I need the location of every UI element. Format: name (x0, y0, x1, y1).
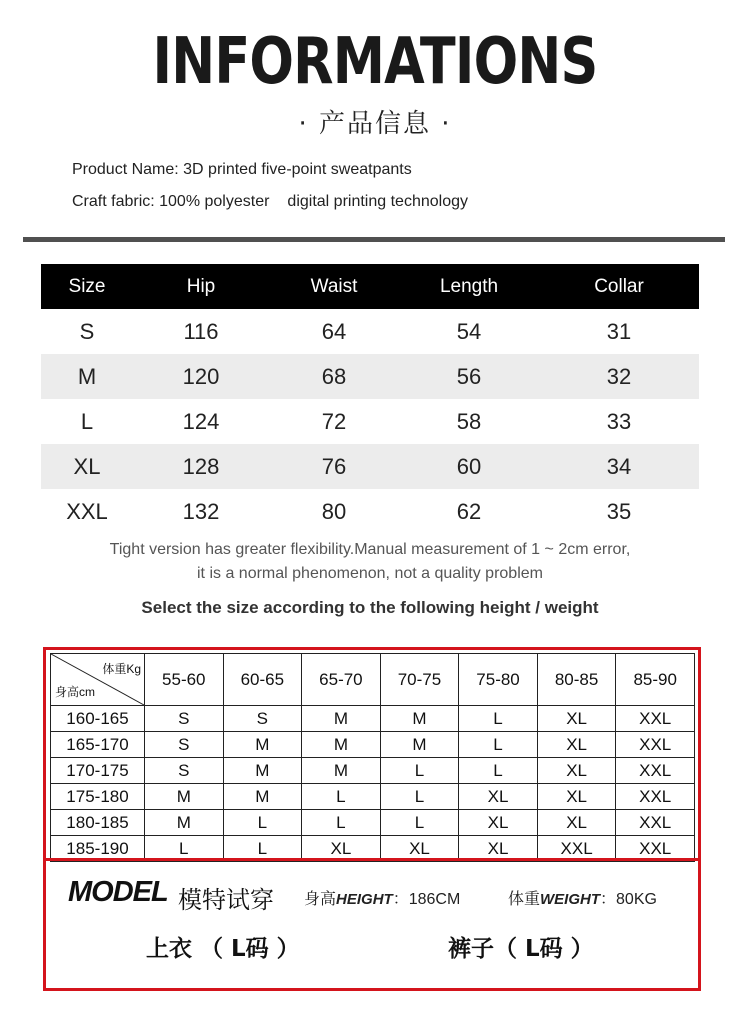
top-wear-size: 上衣 （ L码 ） (146, 936, 300, 962)
height-axis-label: 身高cm (55, 685, 95, 699)
weight-label: WEIGHT (540, 891, 601, 908)
size-cell: XL (380, 836, 459, 862)
weight-cell: 70-75 (380, 654, 459, 706)
cell: L (80, 408, 94, 434)
size-cell: XL (537, 706, 616, 732)
size-cell: XXL (616, 810, 695, 836)
model-label-cn: 模特试穿 (178, 886, 274, 914)
size-cell: L (145, 836, 224, 862)
chart-divider (46, 858, 698, 861)
cell: 56 (399, 354, 539, 399)
cell: 72 (321, 408, 347, 434)
table-row (41, 309, 699, 354)
height-cn: 身高 (304, 891, 337, 908)
cell: S (79, 318, 95, 344)
size-cell: L (223, 810, 302, 836)
size-cell: L (380, 784, 459, 810)
cell: 34 (539, 444, 699, 489)
header-cell: Hip (133, 264, 269, 309)
size-cell: L (302, 810, 381, 836)
weight-value: ：80KG (600, 891, 657, 908)
corner-cell (51, 654, 145, 706)
header-cell: Length (399, 264, 539, 309)
height-cell: 160-165 (51, 706, 145, 732)
cell: 116 (183, 318, 219, 344)
table-row (51, 784, 695, 810)
table-row (41, 489, 699, 534)
size-cell: XL (537, 732, 616, 758)
table-row (51, 758, 695, 784)
size-cell: M (380, 706, 459, 732)
size-cell: XL (537, 784, 616, 810)
size-cell: L (380, 758, 459, 784)
size-cell: XL (302, 836, 381, 862)
table-row (41, 444, 699, 489)
table-row (41, 354, 699, 399)
product-name: Product Name: 3D printed five-point sweatpants (72, 161, 412, 178)
cell: 132 (182, 498, 220, 524)
cell: XXL (66, 498, 108, 524)
table-row (51, 810, 695, 836)
size-cell: XL (459, 784, 538, 810)
weight-cell: 65-70 (302, 654, 381, 706)
size-cell: XXL (616, 706, 695, 732)
size-cell: S (145, 706, 224, 732)
size-cell: L (380, 810, 459, 836)
measurement-note: Tight version has greater flexibility.Manual measurement of 1 ~ 2cm error, (109, 541, 631, 558)
size-cell: XL (537, 758, 616, 784)
height-weight-table (50, 653, 695, 862)
technology-text: digital printing technology (287, 193, 468, 210)
cell: 64 (321, 318, 347, 344)
size-cell: XXL (616, 836, 695, 862)
size-cell: M (380, 732, 459, 758)
table-row (41, 399, 699, 444)
size-cell: XXL (616, 732, 695, 758)
cell: 80 (321, 498, 347, 524)
weight-header-row (51, 654, 695, 706)
page-title: INFORMATIONS (152, 25, 598, 99)
weight-axis-label: 体重Kg (102, 662, 141, 676)
pants-wear-size: 裤子（ L码 ） (448, 936, 594, 962)
height-cell: 170-175 (51, 758, 145, 784)
model-label: MODEL (68, 876, 168, 908)
size-cell: L (459, 706, 538, 732)
size-cell: L (302, 784, 381, 810)
height-cell: 175-180 (51, 784, 145, 810)
size-cell: S (223, 706, 302, 732)
cell: 62 (456, 498, 482, 524)
height-label: HEIGHT (336, 891, 393, 908)
size-cell: M (302, 706, 381, 732)
height-cell: 180-185 (51, 810, 145, 836)
size-cell: XXL (616, 758, 695, 784)
cell: 58 (456, 408, 482, 434)
table-row (51, 706, 695, 732)
cell: 31 (606, 318, 632, 344)
model-height (304, 886, 460, 909)
cell: XL (41, 444, 133, 489)
section-divider (23, 237, 725, 242)
weight-cell: 80-85 (537, 654, 616, 706)
size-cell: L (459, 758, 538, 784)
size-cell: M (145, 784, 224, 810)
size-table (41, 264, 699, 534)
page-subtitle: · 产品信息 · (298, 109, 452, 139)
cell: 76 (269, 444, 399, 489)
size-cell: M (302, 732, 381, 758)
cell: 32 (539, 354, 699, 399)
size-cell: M (223, 732, 302, 758)
model-info (68, 876, 688, 916)
size-cell: M (302, 758, 381, 784)
size-cell: M (223, 758, 302, 784)
height-cell: 165-170 (51, 732, 145, 758)
size-cell: M (145, 810, 224, 836)
size-cell: XL (459, 810, 538, 836)
fabric-line (72, 193, 468, 211)
height-cell: 185-190 (51, 836, 145, 862)
size-cell: XL (459, 836, 538, 862)
weight-cell: 75-80 (459, 654, 538, 706)
height-weight-chart (43, 647, 701, 991)
fabric-text: Craft fabric: 100% polyester (72, 193, 270, 210)
size-cell: L (223, 836, 302, 862)
measurement-note-2: it is a normal phenomenon, not a quality problem (197, 565, 543, 582)
weight-cell: 85-90 (616, 654, 695, 706)
size-cell: L (459, 732, 538, 758)
cell: 68 (269, 354, 399, 399)
model-weight (508, 886, 657, 909)
cell: 128 (133, 444, 269, 489)
select-size-note: Select the size according to the following height / weight (141, 598, 599, 617)
cell: 33 (606, 408, 632, 434)
weight-cn: 体重 (508, 891, 541, 908)
size-cell: XXL (616, 784, 695, 810)
cell: 120 (133, 354, 269, 399)
header-cell: Size (41, 264, 133, 309)
cell: 124 (182, 408, 220, 434)
height-value: ：186CM (392, 891, 461, 908)
weight-cell: 55-60 (145, 654, 224, 706)
size-cell: S (145, 758, 224, 784)
size-table-header (41, 264, 699, 309)
weight-cell: 60-65 (223, 654, 302, 706)
cell: 54 (456, 318, 482, 344)
table-row (51, 732, 695, 758)
size-cell: XL (537, 810, 616, 836)
header-cell: Waist (269, 264, 399, 309)
cell: 60 (399, 444, 539, 489)
size-cell: S (145, 732, 224, 758)
size-cell: M (223, 784, 302, 810)
size-cell: XXL (537, 836, 616, 862)
cell: 35 (606, 498, 632, 524)
header-cell: Collar (539, 264, 699, 309)
cell: M (41, 354, 133, 399)
